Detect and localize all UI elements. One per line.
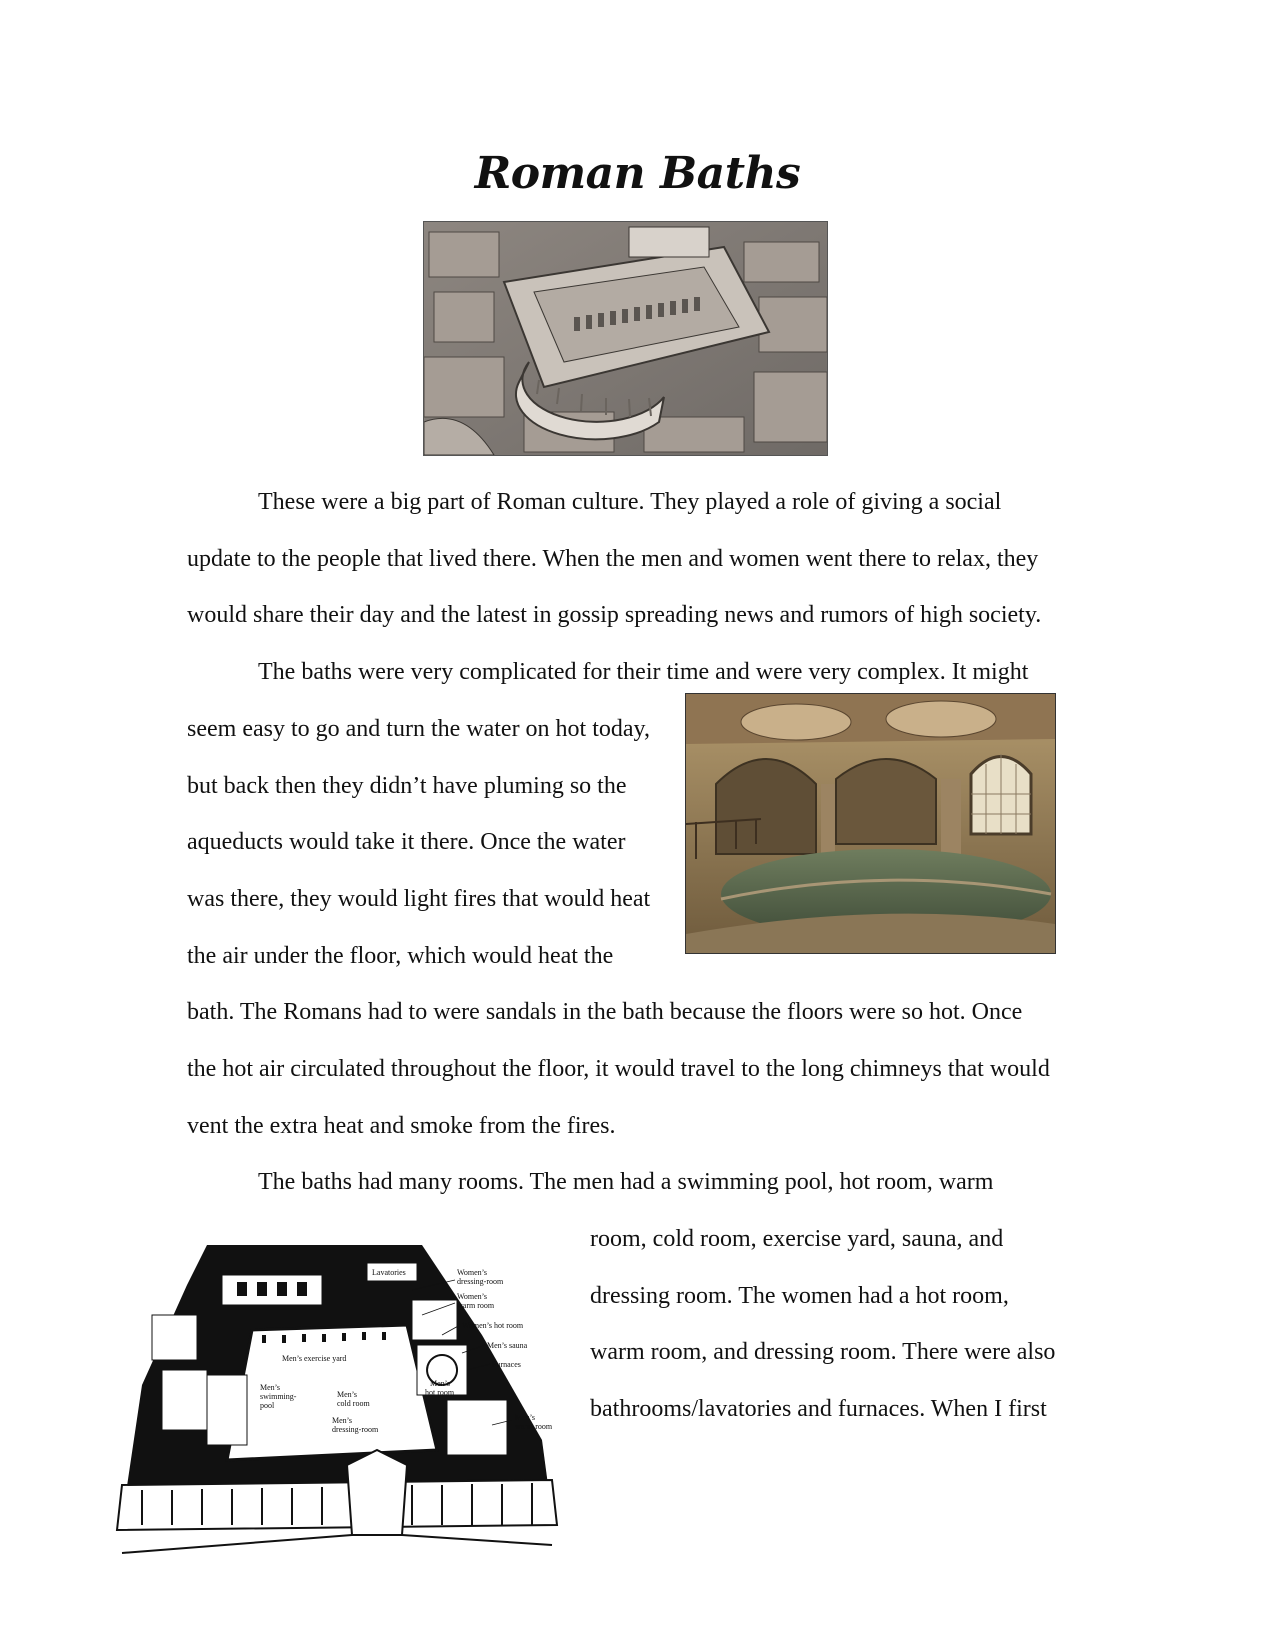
label-mens-swimming-1: Men’s — [260, 1383, 280, 1392]
label-lavatories: Lavatories — [372, 1268, 406, 1277]
paragraph-2-line-3: but back then they didn’t have pluming so the — [187, 773, 627, 799]
label-mens-hot-1: Men’s — [430, 1379, 450, 1388]
label-womens-dressing-1: Women’s — [457, 1268, 488, 1277]
paragraph-2-line-1: The baths were very complicated for their time and were very complex. It might — [258, 659, 1029, 685]
label-mens-hot-2: hot room — [425, 1388, 455, 1397]
paragraph-3-line-5: bathrooms/lavatories and furnaces. When I first — [590, 1396, 1047, 1422]
paragraph-2-line-8: the hot air circulated throughout the floor, it would travel to the long chimneys that would — [187, 1056, 1050, 1082]
label-mens-cold-2: cold room — [337, 1399, 370, 1408]
paragraph-2-line-5: was there, they would light fires that would heat — [187, 886, 651, 912]
paragraph-3-line-2: room, cold room, exercise yard, sauna, and — [590, 1226, 1004, 1252]
label-mens-swimming-2: swimming- — [260, 1392, 297, 1401]
paragraph-2-line-6: the air under the floor, which would heat the — [187, 943, 614, 969]
label-mens-dressing-2: dressing-room — [332, 1425, 379, 1434]
paragraph-2-line-4: aqueducts would take it there. Once the water — [187, 829, 626, 855]
label-mens-cold-1: Men’s — [337, 1390, 357, 1399]
label-womens-hot: Women’s hot room — [462, 1321, 524, 1330]
label-mens-swimming-3: pool — [260, 1401, 275, 1410]
label-furnaces: Furnaces — [492, 1360, 521, 1369]
label-womens-dressing-2: dressing-room — [457, 1277, 504, 1286]
paragraph-2-line-9: vent the extra heat and smoke from the fires. — [187, 1113, 616, 1139]
aerial-bath-complex-photo — [423, 221, 828, 456]
paragraph-3-line-4: warm room, and dressing room. There were also — [590, 1339, 1056, 1365]
paragraph-1-line-3: would share their day and the latest in gossip spreading news and rumors of high society. — [187, 602, 1042, 628]
paragraph-2-line-2: seem easy to go and turn the water on hot today, — [187, 716, 650, 742]
paragraph-1-line-2: update to the people that lived there. When the men and women went there to relax, they — [187, 546, 1039, 572]
label-womens-warm-1: Women’s — [457, 1292, 488, 1301]
paragraph-2-line-7: bath. The Romans had to were sandals in the bath because the floors were so hot. Once — [187, 999, 1023, 1025]
label-mens-sauna: Men’s sauna — [487, 1341, 528, 1350]
label-mens-exercise: Men’s exercise yard — [282, 1354, 347, 1363]
bath-interior-photo — [685, 693, 1056, 954]
label-womens-warm-2: warm room — [457, 1301, 495, 1310]
label-mens-warm-2: warm room — [515, 1422, 553, 1431]
label-mens-dressing-1: Men’s — [332, 1416, 352, 1425]
paragraph-3-line-1: The baths had many rooms. The men had a swimming pool, hot room, warm — [258, 1169, 994, 1195]
paragraph-3-line-3: dressing room. The women had a hot room, — [590, 1283, 1009, 1309]
paragraph-1-line-1: These were a big part of Roman culture. They played a role of giving a social — [258, 489, 1002, 515]
bath-floor-plan-diagram — [112, 1235, 562, 1555]
label-mens-warm-1: Men’s — [515, 1413, 535, 1422]
page-title: Roman Baths — [474, 148, 801, 199]
